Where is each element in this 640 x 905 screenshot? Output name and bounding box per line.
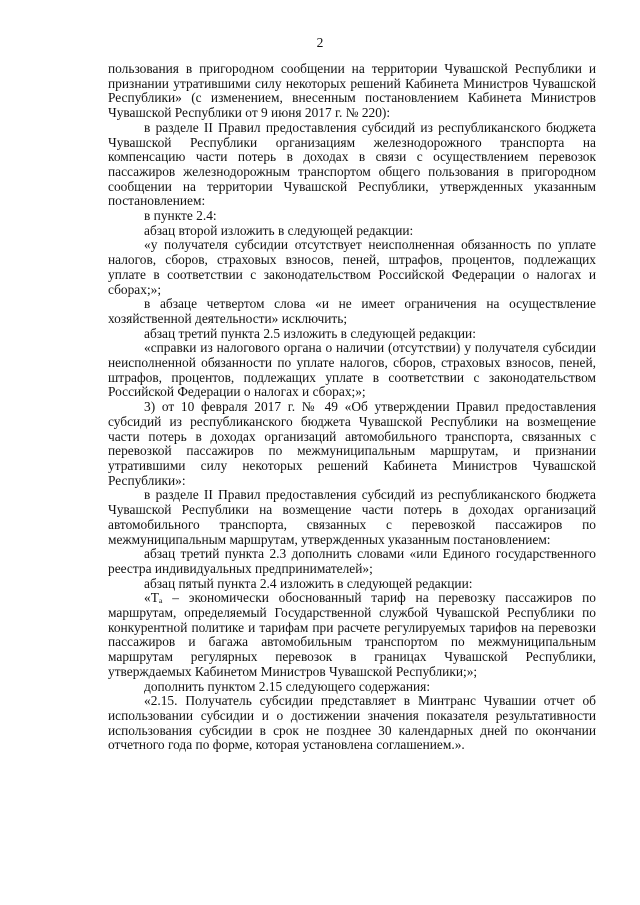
- paragraph-8: «справки из налогового органа о наличии (отсутствии) у получателя субсидии неисполненной обязанности по уплате налогов, сборов, страховых взносов, пеней, штрафов, процентов, подлежащих уплате в соответствии с законодательством Российской Федерации о налогах и сборах;»;: [108, 340, 596, 400]
- paragraph-7: абзац третий пункта 2.5 изложить в следующей редакции:: [144, 325, 476, 341]
- page-number: 2: [316, 35, 324, 50]
- paragraph-11: абзац третий пункта 2.3 дополнить словами «или Единого государственного реестра индивидуальных предпринимателей»;: [108, 546, 596, 576]
- paragraph-2: в разделе II Правил предоставления субсидий из республиканского бюджета Чувашской Республики организациям железнодорожного транспорта на компенсацию части потерь в доходах в связи с осуществлением перевозок пассажиров железнодорожным транспортом общего пользования в пригородном сообщении на территории Чувашской Республики, утвержденных указанным постановлением:: [108, 119, 596, 209]
- paragraph-6: в абзаце четвертом слова «и не имеет ограничения на осуществление хозяйственной деятельности» исключить;: [108, 296, 596, 326]
- paragraph-5: «у получателя субсидии отсутствует неисполненная обязанность по уплате налогов, сборов, страховых взносов, пеней, штрафов, процентов, подлежащих уплате в соответствии с законодательством Российской Федерации о налогах и сборах;»;: [108, 237, 596, 297]
- paragraph-4: абзац второй изложить в следующей редакции:: [144, 222, 414, 238]
- paragraph-14: дополнить пунктом 2.15 следующего содержания:: [144, 678, 431, 694]
- paragraph-1: пользования в пригородном сообщении на территории Чувашской Республики и признании утратившими силу некоторых решений Кабинета Министров Чувашской Республики» (с изменением, внесенным постановлением Кабинета Министров Чувашской Республики от 9 июня 2017 г. № 220):: [108, 61, 596, 121]
- paragraph-12: абзац пятый пункта 2.4 изложить в следующей редакции:: [144, 575, 473, 591]
- paragraph-3: в пункте 2.4:: [144, 208, 217, 224]
- paragraph-13: «Тₐ – экономически обоснованный тариф на перевозку пассажиров по маршрутам, определяемый Государственной службой Чувашской Республики по конкурентной политике и тарифам при расчете регулируемых тарифов на перевозки пассажиров и багажа автомобильным транспортом по межмуниципальным маршрутам регулярных перевозок в границах Чувашской Республики, утверждаемых Кабинетом Министров Чувашской Республики;»;: [108, 590, 596, 679]
- paragraph-9: 3) от 10 февраля 2017 г. № 49 «Об утверждении Правил предоставления субсидий из республиканского бюджета Чувашской Республики на возмещение части потерь в доходах организаций автомобильного транспорта, связанных с перевозкой пассажиров по межмуниципальным маршрутам, и признании утратившими силу некоторых решений Кабинета Министров Чувашской Республики»:: [108, 399, 596, 488]
- document-body: [108, 62, 596, 753]
- paragraph-10: в разделе II Правил предоставления субсидий из республиканского бюджета Чувашской Республики на возмещение части потерь в доходах организаций автомобильного транспорта, связанных с перевозкой пассажиров по межмуниципальным маршрутам, утвержденных указанным постановлением:: [108, 487, 596, 547]
- paragraph-15: «2.15. Получатель субсидии представляет в Минтранс Чувашии отчет об использовании субсидии и о достижении значения показателя результативности использования субсидии в срок не позднее 30 календарных дней по окончании отчетного года по форме, которая установлена соглашением.».: [108, 693, 596, 753]
